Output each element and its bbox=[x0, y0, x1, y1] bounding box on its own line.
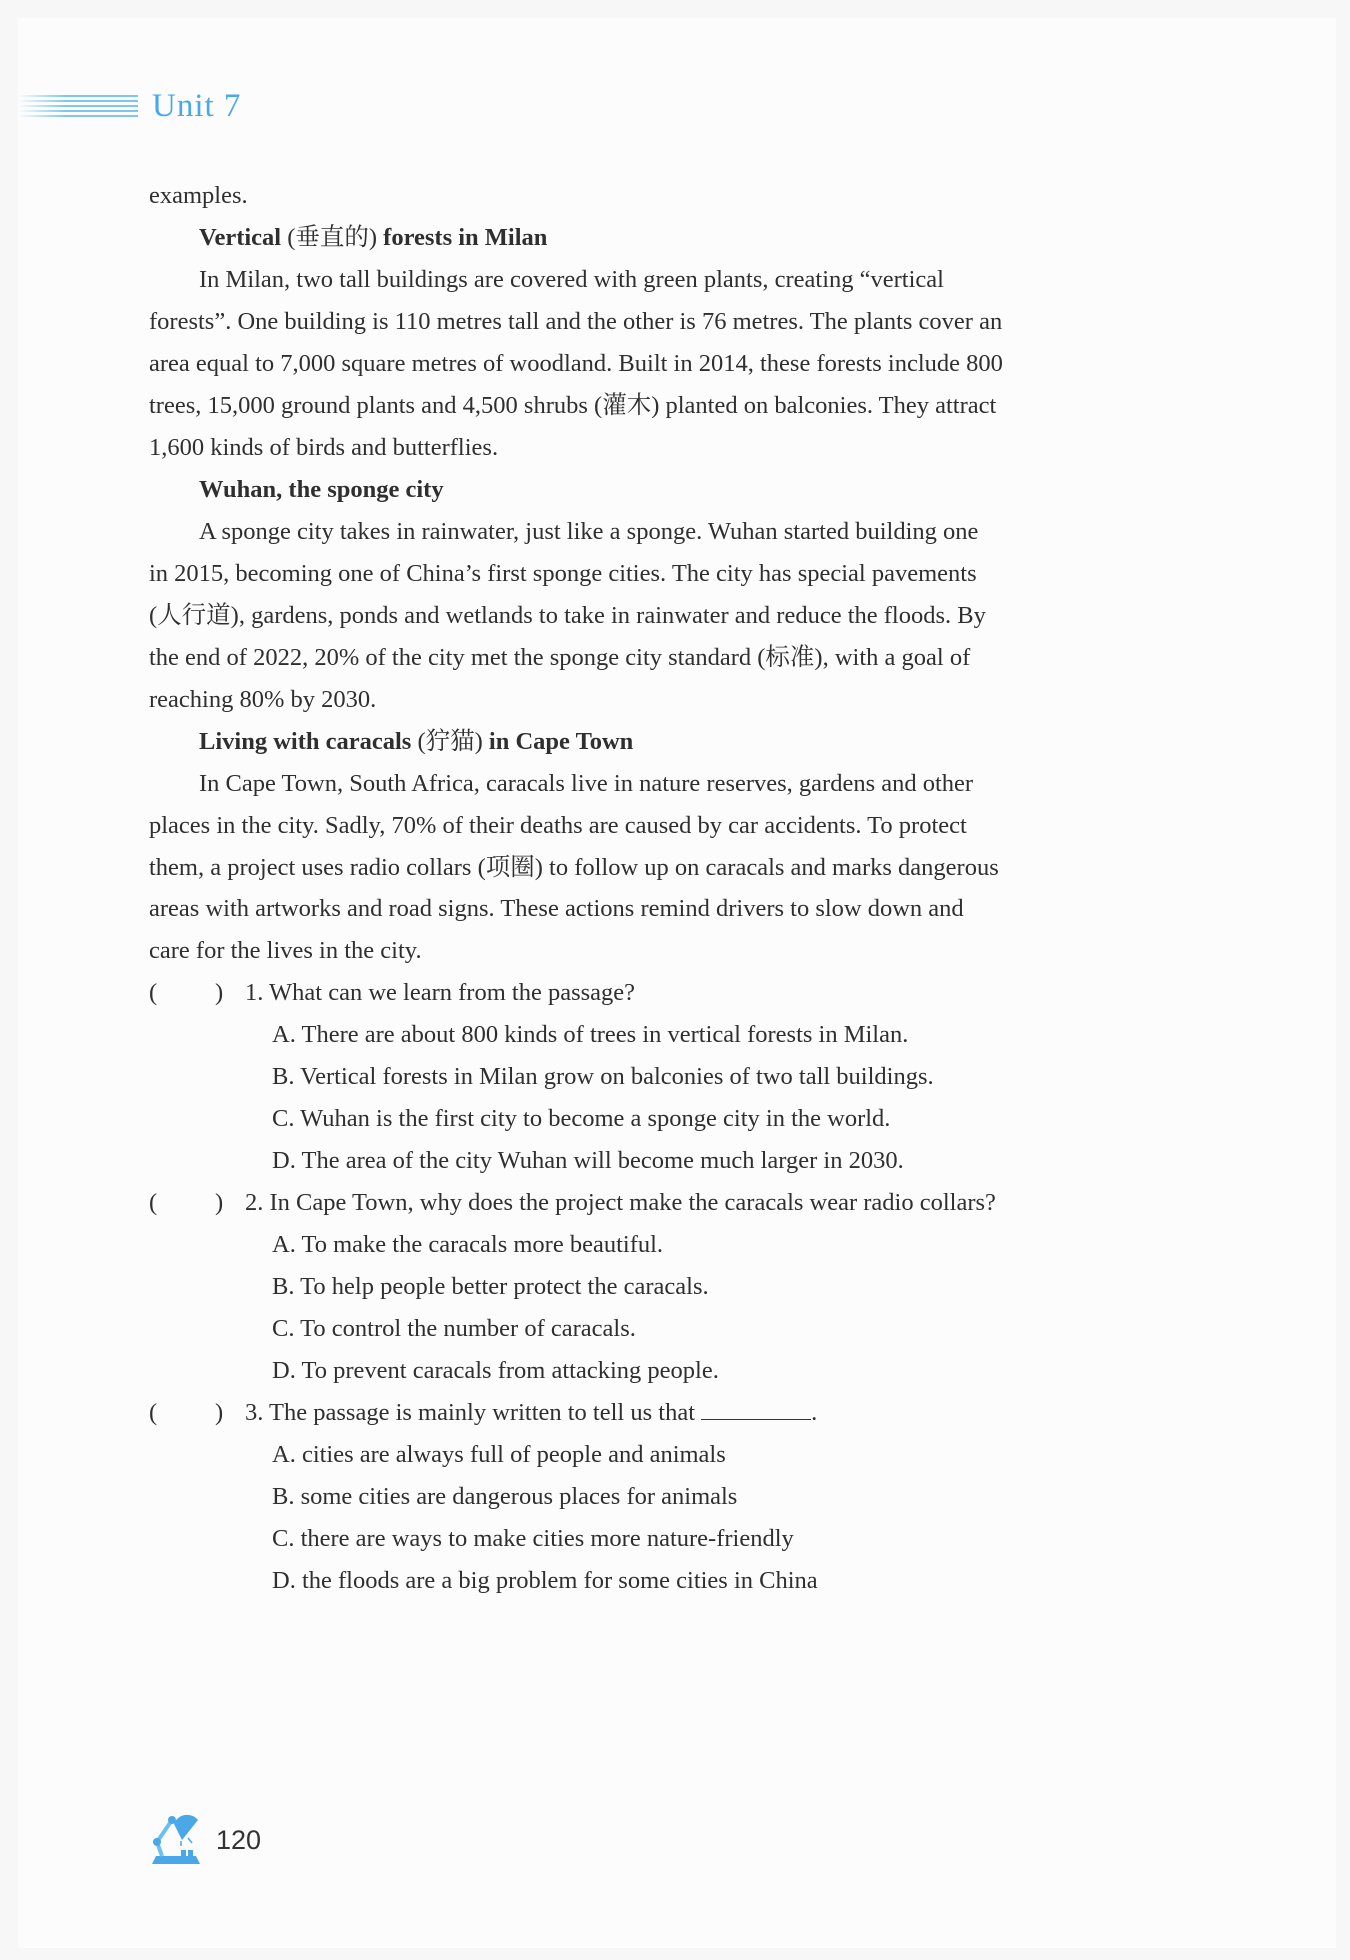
paragraph-line bbox=[149, 637, 1179, 679]
paragraph-line bbox=[149, 259, 1179, 301]
paragraph-text: area equal to 7,000 square metres of woodland. Built in 2014, these forests include 800 bbox=[149, 349, 1003, 377]
option-text: A. To make the caracals more beautiful. bbox=[272, 1231, 664, 1259]
paragraph-text: examples. bbox=[149, 182, 248, 209]
paragraph-line bbox=[149, 343, 1179, 385]
section-heading bbox=[149, 469, 1179, 511]
section-heading bbox=[149, 721, 1179, 763]
question-text: 3. The passage is mainly written to tell us that . bbox=[245, 1399, 818, 1427]
answer-option bbox=[149, 1056, 1179, 1098]
option-text: A. There are about 800 kinds of trees in vertical forests in Milan. bbox=[272, 1021, 909, 1049]
paragraph-text: In Cape Town, South Africa, caracals live in nature reserves, gardens and other bbox=[199, 769, 974, 797]
answer-option bbox=[149, 1098, 1179, 1140]
option-text: B. Vertical forests in Milan grow on balconies of two tall buildings. bbox=[272, 1063, 934, 1091]
answer-paren-close: ) bbox=[215, 1189, 224, 1217]
option-text: C. To control the number of caracals. bbox=[272, 1315, 636, 1343]
question bbox=[149, 972, 1179, 1014]
paragraph-line bbox=[149, 679, 1179, 721]
stripes-decoration bbox=[18, 95, 138, 117]
paragraph-text: 1,600 kinds of birds and butterflies. bbox=[149, 433, 499, 461]
option-text: B. To help people better protect the caracals. bbox=[272, 1273, 709, 1301]
answer-paren-open[interactable]: ( bbox=[149, 1189, 158, 1217]
paragraph-text: forests”. One building is 110 metres tall and the other is 76 metres. The plants cover an bbox=[149, 307, 1003, 335]
option-text: C. Wuhan is the first city to become a sponge city in the world. bbox=[272, 1105, 891, 1133]
answer-option bbox=[149, 1224, 1179, 1266]
heading-text: in Cape Town bbox=[488, 727, 634, 755]
option-text: A. cities are always full of people and animals bbox=[272, 1441, 726, 1469]
paragraph-text: In Milan, two tall buildings are covered with green plants, creating “vertical bbox=[199, 265, 944, 293]
heading-text: Wuhan, the sponge city bbox=[199, 475, 444, 503]
paragraph-line bbox=[149, 511, 1179, 553]
question-text: 2. In Cape Town, why does the project make the caracals wear radio collars? bbox=[245, 1189, 996, 1217]
paragraph-text: places in the city. Sadly, 70% of their deaths are caused by car accidents. To protect bbox=[149, 811, 967, 839]
paragraph-text: reaching 80% by 2030. bbox=[149, 685, 377, 713]
answer-option bbox=[149, 1560, 1179, 1602]
section-heading bbox=[149, 217, 1179, 259]
heading-text: Living with caracals bbox=[199, 727, 412, 755]
option-text: B. some cities are dangerous places for animals bbox=[272, 1483, 738, 1511]
paragraph-text: in 2015, becoming one of China’s first sponge cities. The city has special pavements bbox=[149, 559, 977, 587]
option-text: C. there are ways to make cities more nature-friendly bbox=[272, 1525, 794, 1552]
paragraph-line bbox=[149, 888, 1179, 930]
answer-option bbox=[149, 1518, 1179, 1560]
desk-lamp-icon bbox=[148, 1812, 204, 1868]
paragraph-text: (人行道), gardens, ponds and wetlands to take in rainwater and reduce the floods. By bbox=[149, 601, 986, 629]
answer-blank[interactable] bbox=[701, 1397, 811, 1420]
option-text: D. To prevent caracals from attacking people. bbox=[272, 1357, 719, 1385]
paragraph-text: care for the lives in the city. bbox=[149, 937, 422, 965]
question bbox=[149, 1392, 1179, 1434]
answer-paren-open[interactable]: ( bbox=[149, 979, 158, 1007]
answer-option bbox=[149, 1140, 1179, 1182]
option-text: D. the floods are a big problem for some cities in China bbox=[272, 1566, 818, 1594]
paragraph-line bbox=[149, 763, 1179, 805]
paragraph-text: trees, 15,000 ground plants and 4,500 shrubs (灌木) planted on balconies. They attract bbox=[149, 391, 997, 419]
paragraph-line bbox=[149, 847, 1179, 889]
paragraph-line bbox=[149, 553, 1179, 595]
page-number: 120 bbox=[216, 1824, 262, 1855]
paragraph-line bbox=[149, 175, 1179, 217]
paragraph-line bbox=[149, 385, 1179, 427]
answer-option bbox=[149, 1266, 1179, 1308]
answer-paren-close: ) bbox=[215, 1399, 224, 1427]
paragraph-text: the end of 2022, 20% of the city met the sponge city standard (标准), with a goal of bbox=[149, 643, 971, 671]
answer-option bbox=[149, 1014, 1179, 1056]
answer-option bbox=[149, 1434, 1179, 1476]
answer-paren-open[interactable]: ( bbox=[149, 1399, 158, 1427]
punctuation: . bbox=[811, 1399, 818, 1427]
paragraph-line bbox=[149, 427, 1179, 469]
paragraph-line bbox=[149, 930, 1179, 972]
answer-paren-close: ) bbox=[215, 979, 224, 1007]
paragraph-line bbox=[149, 805, 1179, 847]
heading-text: forests in Milan bbox=[383, 223, 548, 251]
paragraph-line bbox=[149, 595, 1179, 637]
unit-header bbox=[18, 86, 241, 126]
heading-chinese-gloss: (狞猫) bbox=[411, 727, 489, 755]
answer-option bbox=[149, 1308, 1179, 1350]
unit-title: Unit 7 bbox=[152, 87, 242, 124]
paragraph-text: them, a project uses radio collars (项圈) to follow up on caracals and marks dangerous bbox=[149, 853, 999, 881]
answer-option bbox=[149, 1476, 1179, 1518]
question bbox=[149, 1182, 1179, 1224]
heading-text: Vertical bbox=[199, 223, 282, 251]
answer-option bbox=[149, 1350, 1179, 1392]
page-footer bbox=[148, 1812, 261, 1868]
paragraph-text: A sponge city takes in rainwater, just like a sponge. Wuhan started building one bbox=[199, 517, 979, 545]
paragraph-text: areas with artworks and road signs. These actions remind drivers to slow down and bbox=[149, 895, 964, 923]
heading-chinese-gloss: (垂直的) bbox=[281, 223, 384, 251]
question-text: 1. What can we learn from the passage? bbox=[245, 979, 636, 1007]
paragraph-line bbox=[149, 301, 1179, 343]
passage-body bbox=[149, 175, 1179, 1602]
option-text: D. The area of the city Wuhan will become much larger in 2030. bbox=[272, 1147, 904, 1175]
